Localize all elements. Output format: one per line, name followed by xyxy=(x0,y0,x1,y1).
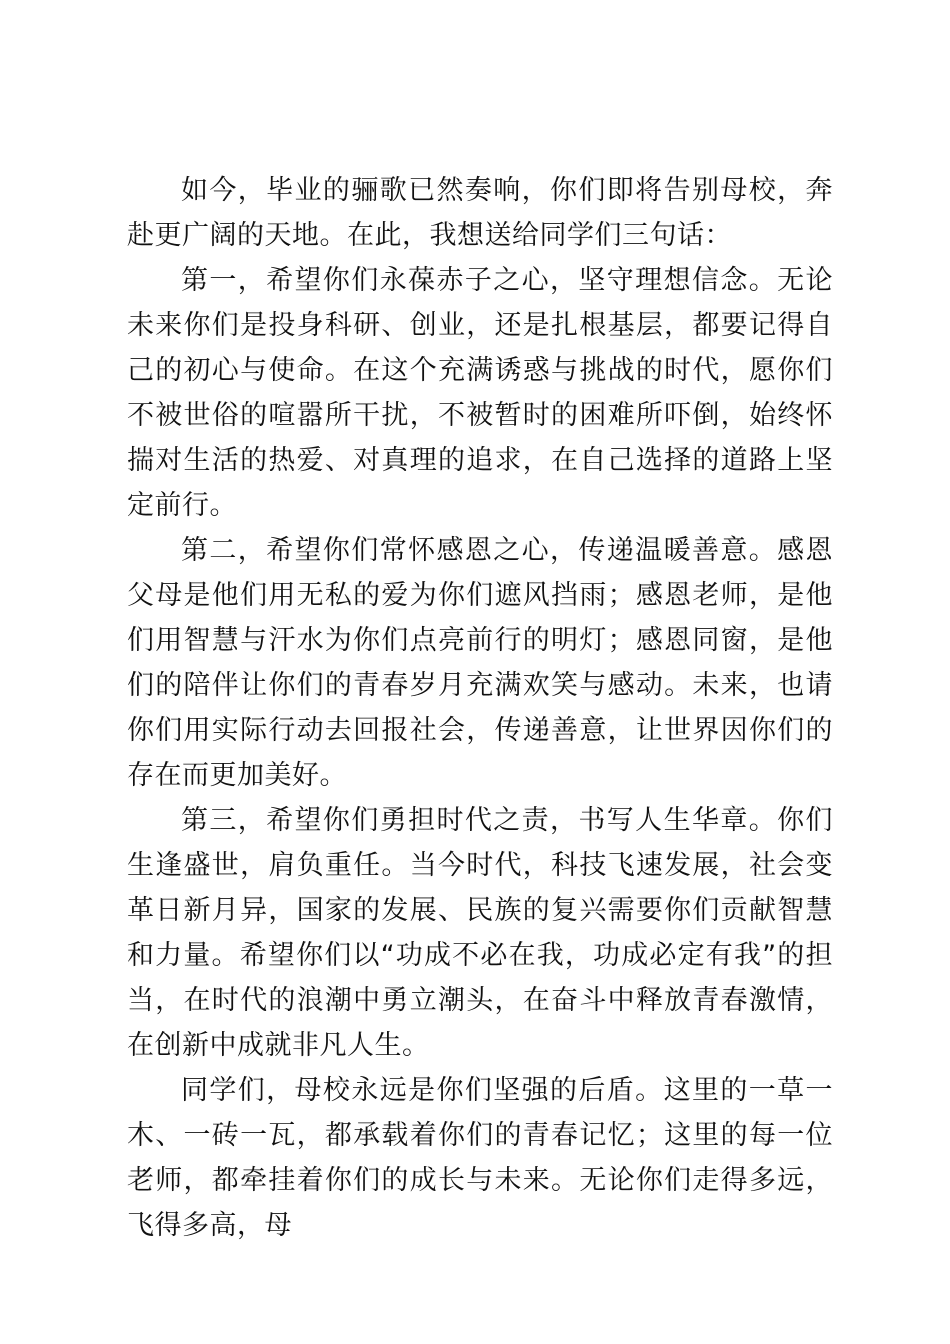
paragraph-closing: 同学们，母校永远是你们坚强的后盾。这里的一草一木、一砖一瓦，都承载着你们的青春记忆；这里的每一位老师，都牵挂着你们的成长与未来。无论你们走得多远，飞得多高，母 xyxy=(127,1075,833,1241)
document-body xyxy=(127,168,833,1248)
paragraph-third-wish: 第三，希望你们勇担时代之责，书写人生华章。你们生逢盛世，肩负重任。当今时代，科技飞速发展，社会变革日新月异，国家的发展、民族的复兴需要你们贡献智慧和力量。希望你们以“功成不必在我，功成必定有我”的担当，在时代的浪潮中勇立潮头，在奋斗中释放青春激情，在创新中成就非凡人生。 xyxy=(127,805,833,1061)
paragraph-second-wish: 第二，希望你们常怀感恩之心，传递温暖善意。感恩父母是他们用无私的爱为你们遮风挡雨；感恩老师，是他们用智慧与汗水为你们点亮前行的明灯；感恩同窗，是他们的陪伴让你们的青春岁月充满欢笑与感动。未来，也请你们用实际行动去回报社会，传递善意，让世界因你们的存在而更加美好。 xyxy=(127,535,833,791)
paragraph-first-wish: 第一，希望你们永葆赤子之心，坚守理想信念。无论未来你们是投身科研、创业，还是扎根基层，都要记得自己的初心与使命。在这个充满诱惑与挑战的时代，愿你们不被世俗的喧嚣所干扰，不被暂时的困难所吓倒，始终怀揣对生活的热爱、对真理的追求，在自己选择的道路上坚定前行。 xyxy=(127,265,833,521)
paragraph-intro: 如今，毕业的骊歌已然奏响，你们即将告别母校，奔赴更广阔的天地。在此，我想送给同学们三句话： xyxy=(127,175,833,251)
